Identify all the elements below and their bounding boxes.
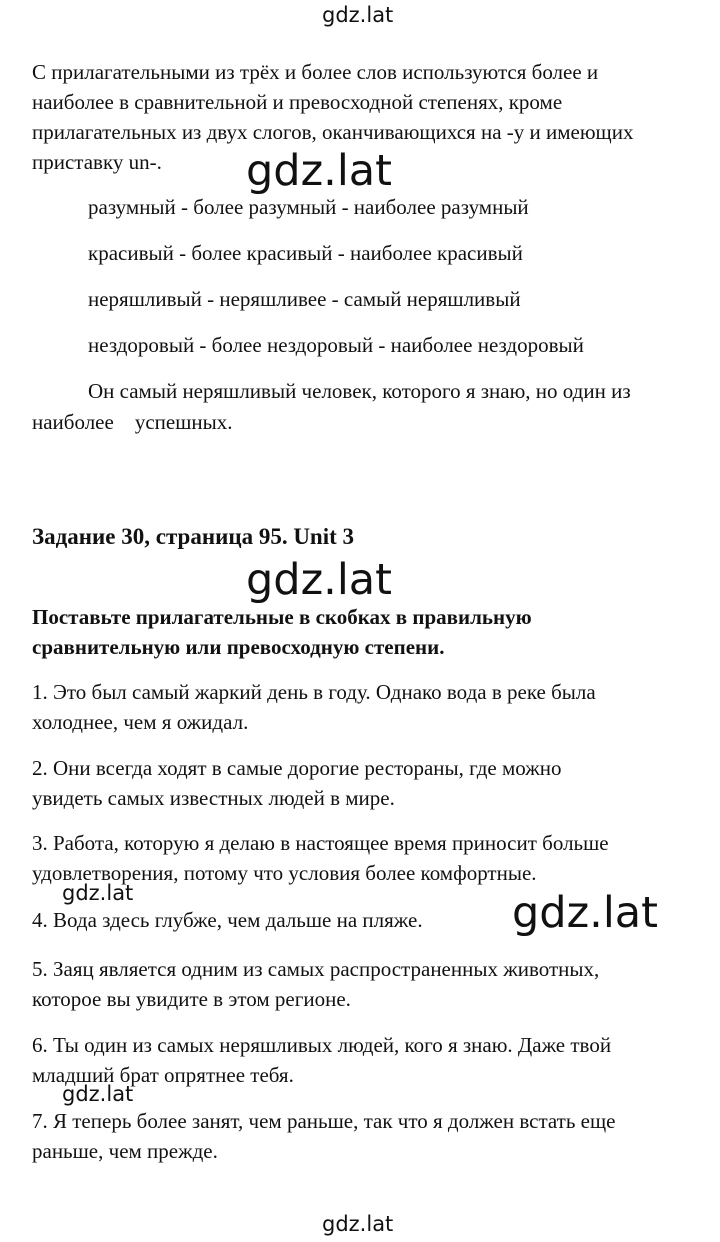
answer-7-line-1: 7. Я теперь более занят, чем раньше, так что я должен встать еще (32, 1109, 616, 1133)
task-instruction-line-1: Поставьте прилагательные в скобках в правильную (32, 605, 532, 629)
example-sentence-line-2: наиболее успешных. (32, 410, 233, 434)
answer-1-line-2: холоднее, чем я ожидал. (32, 710, 249, 734)
answer-1-line-1: 1. Это был самый жаркий день в году. Однако вода в реке была (32, 680, 596, 704)
answer-6-line-1: 6. Ты один из самых неряшливых людей, кого я знаю. Даже твой (32, 1033, 612, 1057)
answer-2-line-1: 2. Они всегда ходят в самые дорогие рестораны, где можно (32, 756, 562, 780)
watermark-small-left-1: gdz.lat (62, 881, 134, 905)
intro-line-1: С прилагательными из трёх и более слов используются более и (32, 60, 599, 84)
intro-line-4: приставку un-. (32, 150, 162, 174)
example-line-3: неряшливый - неряшливее - самый неряшливый (88, 287, 521, 311)
watermark-top: gdz.lat (322, 3, 394, 27)
task-instruction-line-2: сравнительную или превосходную степени. (32, 635, 445, 659)
watermark-big-1: gdz.lat (246, 146, 392, 196)
answer-6-line-2: младший брат опрятнее тебя. (32, 1063, 294, 1087)
watermark-bottom: gdz.lat (322, 1212, 394, 1236)
example-line-2: красивый - более красивый - наиболее красивый (88, 241, 523, 265)
intro-line-3: прилагательных из двух слогов, оканчивающихся на -y и имеющих (32, 120, 634, 144)
answer-3-line-1: 3. Работа, которую я делаю в настоящее время приносит больше (32, 831, 609, 855)
intro-line-2: наиболее в сравнительной и превосходной степенях, кроме (32, 90, 563, 114)
answer-5-line-2: которое вы увидите в этом регионе. (32, 987, 351, 1011)
answer-5-line-1: 5. Заяц является одним из самых распространенных животных, (32, 957, 600, 981)
example-line-4: нездоровый - более нездоровый - наиболее нездоровый (88, 333, 584, 357)
watermark-big-3: gdz.lat (512, 888, 658, 938)
watermark-small-left-2: gdz.lat (62, 1082, 134, 1106)
example-sentence-line-1: Он самый неряшливый человек, которого я знаю, но один из (88, 379, 631, 403)
example-line-1: разумный - более разумный - наиболее разумный (88, 195, 529, 219)
answer-4-line-1: 4. Вода здесь глубже, чем дальше на пляже. (32, 908, 423, 932)
answer-3-line-2: удовлетворения, потому что условия более комфортные. (32, 861, 537, 885)
answer-2-line-2: увидеть самых известных людей в мире. (32, 786, 395, 810)
task-heading: Задание 30, страница 95. Unit 3 (32, 524, 355, 549)
answer-7-line-2: раньше, чем прежде. (32, 1139, 218, 1163)
watermark-big-2: gdz.lat (246, 555, 392, 605)
